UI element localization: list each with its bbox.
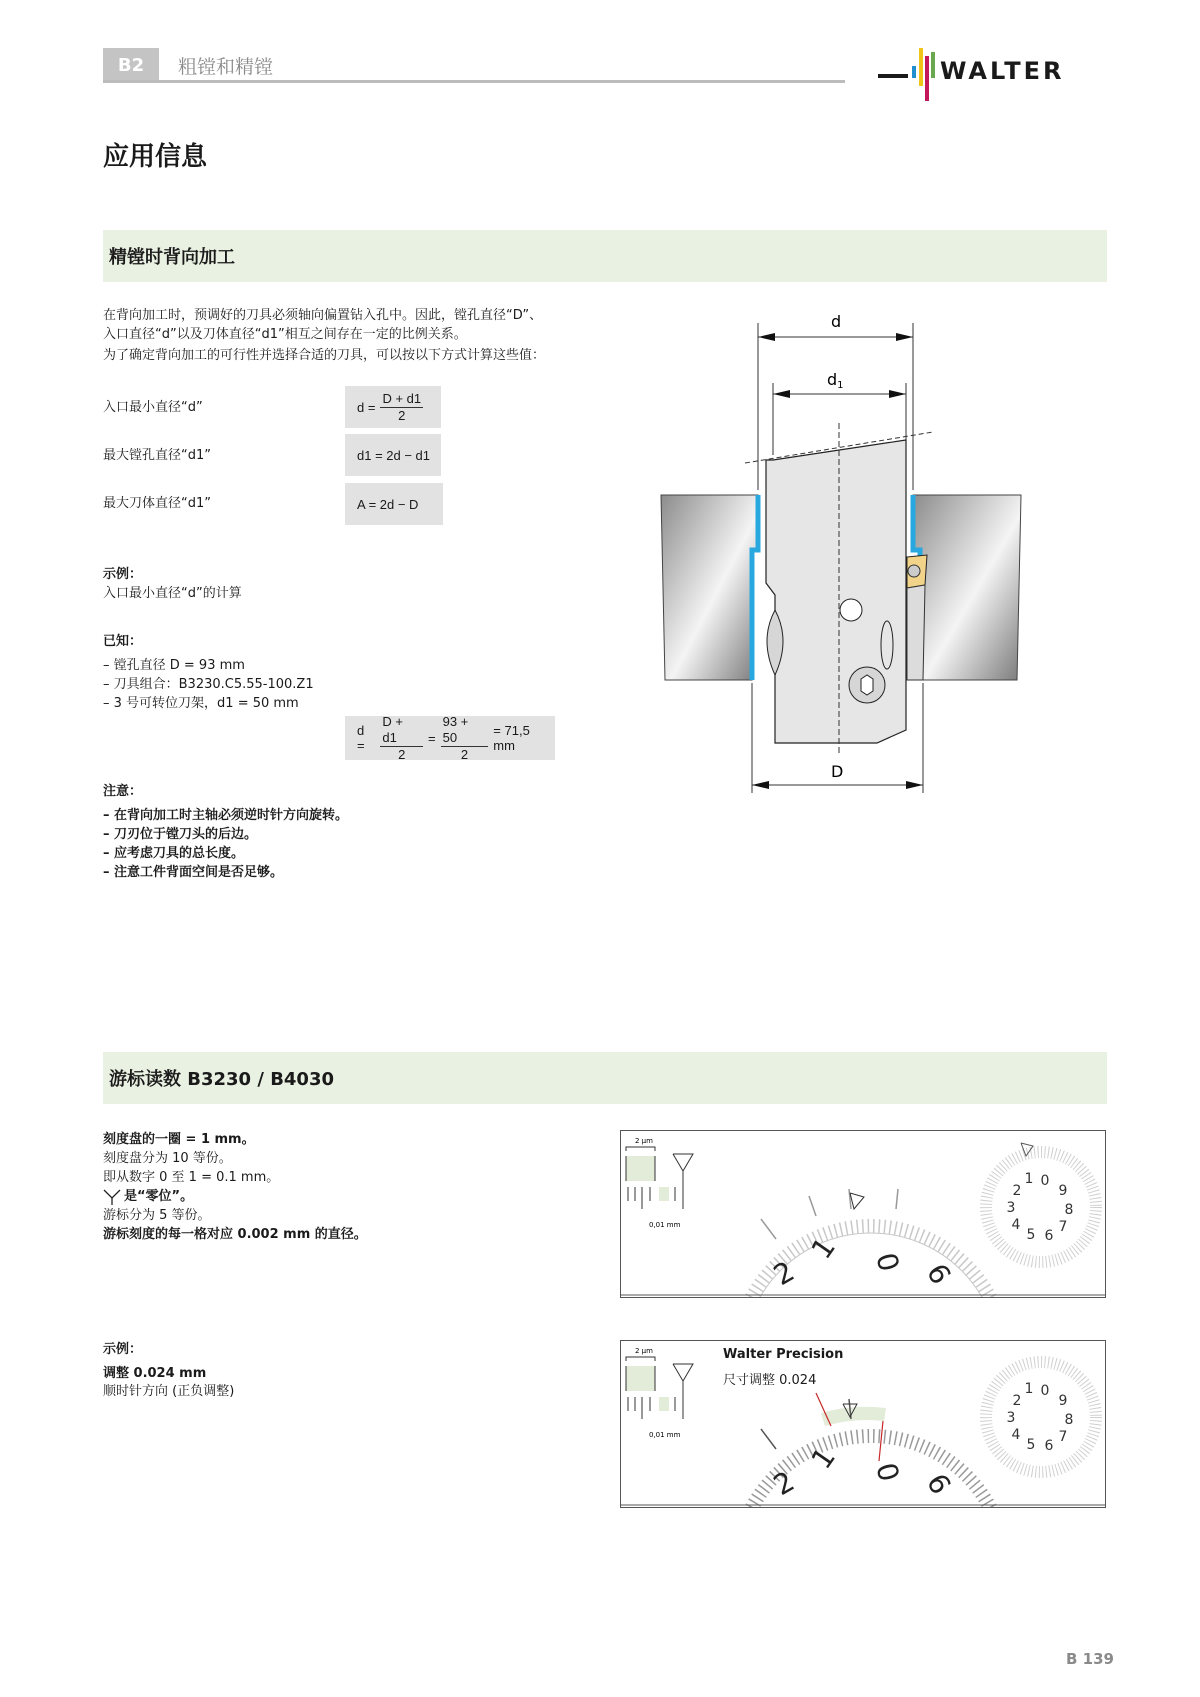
intro-line: 在背向加工时，预调好的刀具必须轴向偏置钻入孔中。因此，镗孔直径“D”、: [103, 308, 543, 323]
intro-line: 为了确定背向加工的可行性并选择合适的刀具，可以按以下方式计算这些值：: [103, 348, 546, 363]
known-item: – 镗孔直径 D = 93 mm: [103, 658, 245, 673]
vernier-line: 游标分为 5 等份。: [103, 1208, 211, 1223]
zero-position-text: 是“零位”。: [124, 1189, 194, 1204]
numerator: 93 + 50: [441, 714, 489, 747]
fraction: [380, 391, 423, 424]
example-formula: [345, 713, 555, 762]
scale-label-bottom: 0,01 mm: [649, 1431, 681, 1439]
svg-text:6: 6: [919, 1468, 958, 1500]
example2-adjust: 调整 0.024 mm: [103, 1366, 207, 1381]
note-item: – 在背向加工时主轴必须逆时针方向旋转。: [103, 808, 349, 823]
vernier-scale-diagram-icon: [621, 1131, 1105, 1297]
scale-label-top: 2 µm: [635, 1137, 653, 1145]
page-title: 应用信息: [103, 142, 208, 172]
svg-text:2: 2: [1012, 1393, 1022, 1409]
dial-brand-title: Walter Precision: [723, 1347, 844, 1362]
fraction: [380, 714, 423, 763]
example2-direction: 顺时针方向 (正负调整): [103, 1384, 235, 1399]
svg-text:3: 3: [1006, 1200, 1016, 1216]
svg-text:0: 0: [869, 1459, 906, 1486]
zero-position-line: [103, 1187, 367, 1206]
dim-d1-label: d1: [827, 370, 844, 391]
numerator: D + d1: [380, 714, 423, 747]
example2-heading: 示例：: [103, 1342, 143, 1357]
svg-text:5: 5: [1026, 1227, 1036, 1243]
vernier-line: 刻度盘分为 10 等份。: [103, 1151, 232, 1166]
vernier-line: 即从数字 0 至 1 = 0.1 mm。: [103, 1170, 280, 1185]
formula-label-max-body: 最大刀体直径“d1”: [103, 496, 211, 511]
formula-max-body: A = 2d − D: [345, 483, 443, 525]
note-item: – 刀刃位于镗刀头的后边。: [103, 827, 258, 842]
header-divider: [103, 80, 845, 83]
scale-label-bottom: 0,01 mm: [649, 1221, 681, 1229]
svg-text:7: 7: [1058, 1219, 1068, 1235]
example-heading: 示例：: [103, 567, 143, 582]
note-list: [103, 806, 348, 882]
boring-tool-diagram-icon: [655, 305, 1035, 805]
scale-label-top: 2 µm: [635, 1347, 653, 1355]
brand-name: WALTER: [940, 57, 1065, 85]
denominator: 2: [398, 746, 406, 762]
note-item: – 注意工件背面空间是否足够。: [103, 865, 284, 880]
svg-text:2: 2: [768, 1464, 800, 1503]
svg-text:8: 8: [1064, 1202, 1074, 1218]
vernier-example-dial-panel: [620, 1340, 1106, 1508]
svg-text:6: 6: [1044, 1438, 1054, 1454]
chapter-code-badge: B2: [103, 48, 159, 82]
svg-text:2: 2: [1012, 1183, 1022, 1199]
formula-result: = 71,5 mm: [493, 723, 530, 753]
known-item: – 3 号可转位刀架，d1 = 50 mm: [103, 696, 299, 711]
note-item: – 应考虑刀具的总长度。: [103, 846, 245, 861]
svg-text:4: 4: [1011, 1217, 1021, 1233]
svg-text:3: 3: [1006, 1410, 1016, 1426]
dim-D-label: D: [831, 762, 844, 781]
svg-text:9: 9: [1058, 1183, 1068, 1199]
svg-text:1: 1: [1024, 1171, 1034, 1187]
svg-text:4: 4: [1011, 1427, 1021, 1443]
zero-mark-icon: [103, 1189, 121, 1205]
section-title: 精镗时背向加工: [109, 247, 235, 268]
formula-label-entry-diameter: 入口最小直径“d”: [103, 400, 203, 415]
section-title: 游标读数 B3230 / B4030: [109, 1069, 335, 1090]
denominator: 2: [398, 407, 406, 423]
page-number: B 139: [1066, 1650, 1114, 1668]
vernier-line: 游标刻度的每一格对应 0.002 mm 的直径。: [103, 1227, 367, 1242]
svg-text:1: 1: [1024, 1381, 1034, 1397]
formula-label-max-bore: 最大镗孔直径“d1”: [103, 448, 211, 463]
known-item: – 刀具组合：B3230.C5.55-100.Z1: [103, 677, 314, 692]
known-list: [103, 656, 314, 713]
svg-text:0: 0: [1040, 1383, 1050, 1399]
walter-logo: [878, 44, 1108, 104]
svg-text:6: 6: [919, 1258, 958, 1290]
vernier-dial-panel: [620, 1130, 1106, 1298]
vernier-description: [103, 1130, 367, 1244]
note-heading: 注意：: [103, 784, 143, 799]
section-band-vernier: [103, 1052, 1107, 1104]
denominator: 2: [460, 746, 469, 762]
formula-lhs: d =: [357, 723, 365, 753]
walter-logo-icon: [878, 44, 1108, 104]
svg-text:8: 8: [1064, 1412, 1074, 1428]
dial-adjust-label: 尺寸调整 0.024: [723, 1373, 817, 1388]
known-heading: 已知：: [103, 634, 143, 649]
equals: =: [428, 730, 436, 746]
svg-text:0: 0: [1040, 1173, 1050, 1189]
formula-lhs: d =: [357, 399, 376, 415]
vernier-example-diagram-icon: [621, 1341, 1105, 1507]
example-description: 入口最小直径“d”的计算: [103, 586, 242, 601]
svg-text:9: 9: [1058, 1393, 1068, 1409]
svg-text:1: 1: [804, 1231, 842, 1266]
dim-d-label: d: [831, 312, 842, 331]
vernier-line: 刻度盘的一圈 = 1 mm。: [103, 1132, 255, 1147]
svg-text:5: 5: [1026, 1437, 1036, 1453]
svg-text:2: 2: [768, 1254, 800, 1293]
back-boring-diagram: [655, 305, 1035, 805]
svg-text:1: 1: [804, 1441, 842, 1476]
intro-paragraph: [103, 306, 663, 365]
svg-text:7: 7: [1058, 1429, 1068, 1445]
formula-max-bore: d1 = 2d − d1: [345, 434, 441, 476]
numerator: D + d1: [382, 390, 422, 406]
formula-entry-diameter: [345, 386, 441, 428]
intro-line: 入口直径“d”以及刀体直径“d1”相互之间存在一定的比例关系。: [103, 327, 467, 342]
svg-text:6: 6: [1044, 1228, 1054, 1244]
chapter-title: 粗镗和精镗: [178, 56, 274, 78]
svg-text:0: 0: [869, 1249, 906, 1276]
section-band-back-boring: [103, 230, 1107, 282]
fraction: [441, 714, 489, 763]
